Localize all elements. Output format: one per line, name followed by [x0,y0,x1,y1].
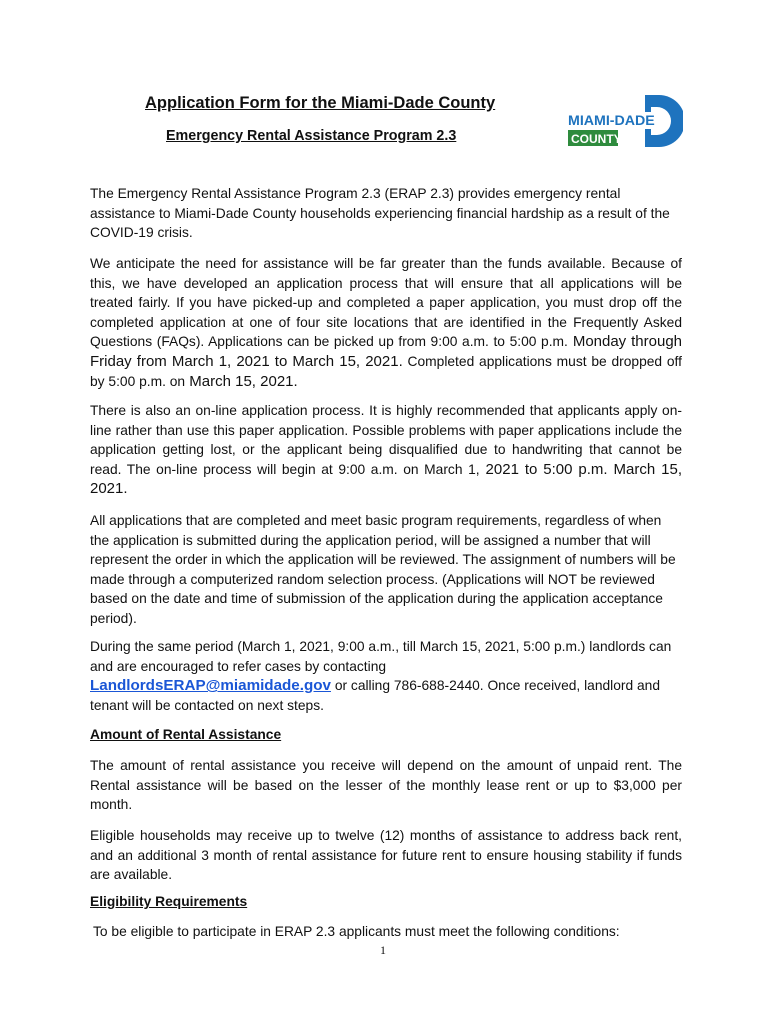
intro-paragraph: The Emergency Rental Assistance Program 2.3 (ERAP 2.3) provides emergency rental assistance to Miami-Dade County households experiencing financial hardship as a result of the COVID-19 crisis. [90,186,670,241]
page-title: Application Form for the Miami-Dade County [145,94,496,112]
amount-heading: Amount of Rental Assistance [90,727,282,742]
landlord-text-a: During the same period (March 1, 2021, 9:00 a.m., till March 15, 2021, 5:00 p.m.) landlords can and are encouraged to refer cases by contacting [90,639,672,674]
page-subtitle: Emergency Rental Assistance Program 2.3 [166,128,457,144]
amount-paragraph: The amount of rental assistance you receive will depend on the amount of unpaid rent. The Rental assistance will be based on the lesser of the monthly lease rent or up to $3,000 per month. [90,758,682,813]
process-text-c: Completed applications must be dropped off by 5:00 p.m. on [90,353,682,389]
process-paragraph [90,254,682,391]
landlord-paragraph [90,637,682,715]
online-text-a: There is also an on-line application process. It is highly recommended that applicants apply on-line rather than use this paper application. Possible problems with paper applications include the application getting lost, or the applicant being disqualified due to handwriting that cannot be read. The on-line process will begin at 9:00 a.m. on March 1, [90,403,682,477]
landlord-email-link[interactable]: LandlordsERAP@miamidade.gov [90,677,331,695]
process-text-a: We anticipate the need for assistance will be far greater than the funds available. Because of this, we have developed an application process that will ensure that all applications will be treated fairly. If you have picked-up and completed a paper application, you must drop off the completed application at one of four site locations that are identified in the Frequently Asked Questions (FAQs). Applications can be picked up from 9:00 a.m. to 5:00 p.m. [90,256,682,350]
online-text-dates: 2021 to 5:00 p.m. March 15, 2021. [90,460,682,498]
process-text-dates: Monday through Friday from March 1, 2021 to March 15, 2021. [90,333,682,370]
logo-wordmark-top: MIAMI-DADE [568,113,655,129]
page-number: 1 [380,943,386,957]
online-paragraph [90,401,682,499]
miami-dade-county-logo [567,93,683,149]
logo-wordmark-bottom: COUNTY [571,132,622,146]
households-paragraph: Eligible households may receive up to twelve (12) months of assistance to address back rent, and an additional 3 month of rental assistance for future rent to ensure housing stability if funds are available. [90,828,682,883]
process-text-deadline: March 15, 2021. [185,372,298,390]
landlord-text-b: or calling 786-688-2440. Once received, landlord and tenant will be contacted on next steps. [90,678,661,713]
selection-paragraph: All applications that are completed and meet basic program requirements, regardless of when the application is submitted during the application period, will be assigned a number that will represent the order in which the application will be reviewed. The assignment of numbers will be made through a computerized random selection process. (Applications will NOT be reviewed based on the date and time of submission of the application during the application acceptance period). [90,513,676,626]
eligibility-heading: Eligibility Requirements [90,894,248,909]
eligibility-intro: To be eligible to participate in ERAP 2.3 applicants must meet the following conditions: [93,924,620,939]
